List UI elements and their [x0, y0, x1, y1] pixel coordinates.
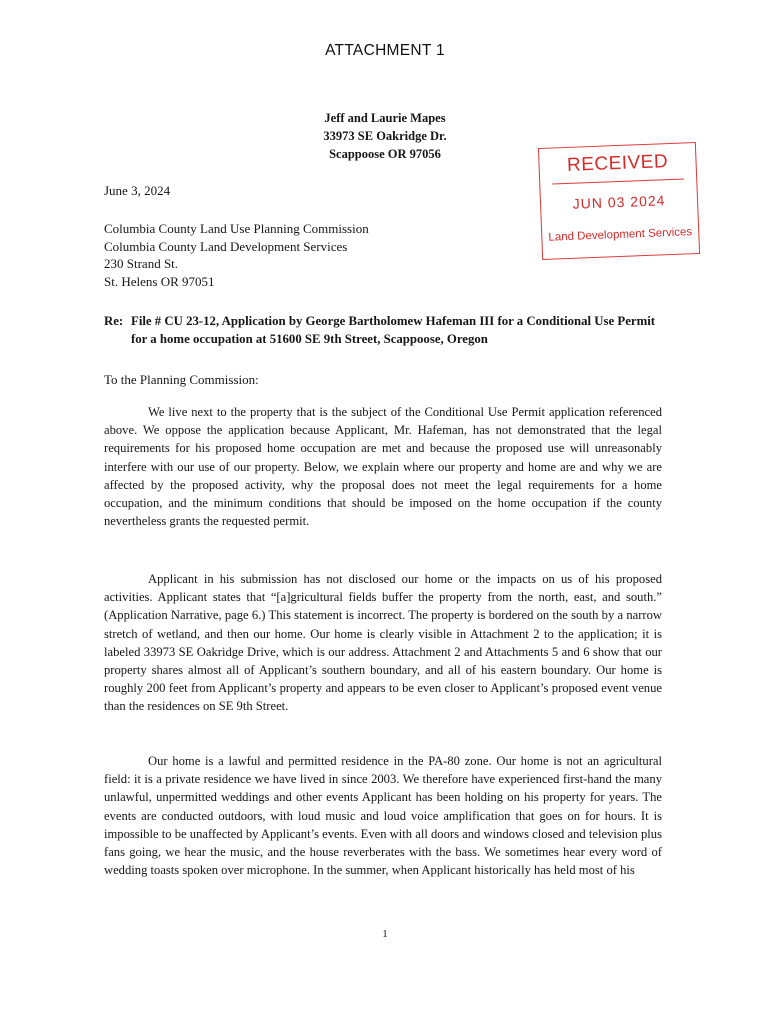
salutation: To the Planning Commission:	[104, 372, 259, 387]
subject-text: File # CU 23-12, Application by George Bartholomew Hafeman III for a Conditional Use Permit for a home occupation at 51600 SE 9th Street, Scappoose, Oregon	[131, 314, 656, 346]
recipient-line-4: St. Helens OR 97051	[104, 273, 215, 289]
body-paragraph-3: Our home is a lawful and permitted residence in the PA-80 zone. Our home is not an agricultural field: it is a private residence we have lived in since 2003. We therefore have experienced first-hand the many unlawful, unpermitted weddings and other events Applicant has been holding on his property for years. The events are conducted outdoors, with loud music and loud voice amplification that goes on for hours. It is impossible to be unaffected by Applicant’s events. Even with all doors and windows closed and television plus fans going, we hear the music, and the house reverberates with the bass. We sometimes hear every word of wedding toasts spoken over microphone. In the summer, when Applicant historically has held most of his	[104, 754, 662, 878]
subject-line	[104, 312, 664, 348]
stamp-date: JUN 03 2024	[572, 192, 666, 212]
received-stamp	[538, 142, 700, 260]
body-paragraph-2: Applicant in his submission has not disclosed our home or the impacts on us of his proposed activities. Applicant states that “[a]gricultural fields buffer the property from the north, east, and south.” (Application Narrative, page 6.) This statement is incorrect. The property is bordered on the south by a narrow stretch of wetland, and then our home. Our home is clearly visible in Attachment 2 to the application; it is labeled 33973 SE Oakridge Drive, which is our address. Attachment 2 and Attachments 5 and 6 show that our property shares almost all of Applicant’s southern boundary, and all of his eastern boundary. Our home is roughly 200 feet from Applicant’s property and appears to be even closer to Applicant’s proposed event venue than the residences on SE 9th Street.	[104, 572, 662, 714]
subject-label: Re:	[104, 314, 124, 328]
recipient-line-3: 230 Strand St.	[104, 256, 179, 271]
stamp-divider	[552, 178, 684, 184]
page-number: 1	[382, 928, 388, 940]
sender-address-block	[300, 109, 470, 163]
body-paragraph-1: We live next to the property that is the subject of the Conditional Use Permit application referenced above. We oppose the application because Applicant, Mr. Hafeman, has not demonstrated that the legal requirements for his proposed home occupation are met and because the proposed use will unreasonably interfere with our use of our property. Below, we explain where our property and home are and why we are affected by the proposed activity, why the proposal does not meet the legal requirements for a home occupation, and the minimum conditions that should be imposed on the home occupation if the county nevertheless grants the requested permit.	[104, 405, 662, 529]
stamp-department: Land Development Services	[548, 226, 693, 244]
recipient-address-block	[104, 220, 369, 290]
letter-date: June 3, 2024	[104, 183, 171, 198]
stamp-received-text: RECEIVED	[566, 151, 669, 176]
recipient-line-1: Columbia County Land Use Planning Commission	[104, 221, 369, 236]
recipient-line-2: Columbia County Land Development Services	[104, 238, 348, 254]
sender-street: 33973 SE Oakridge Dr.	[323, 129, 447, 143]
attachment-title: ATTACHMENT 1	[325, 42, 445, 59]
sender-city-state-zip: Scappoose OR 97056	[329, 147, 441, 161]
sender-name: Jeff and Laurie Mapes	[324, 111, 446, 125]
